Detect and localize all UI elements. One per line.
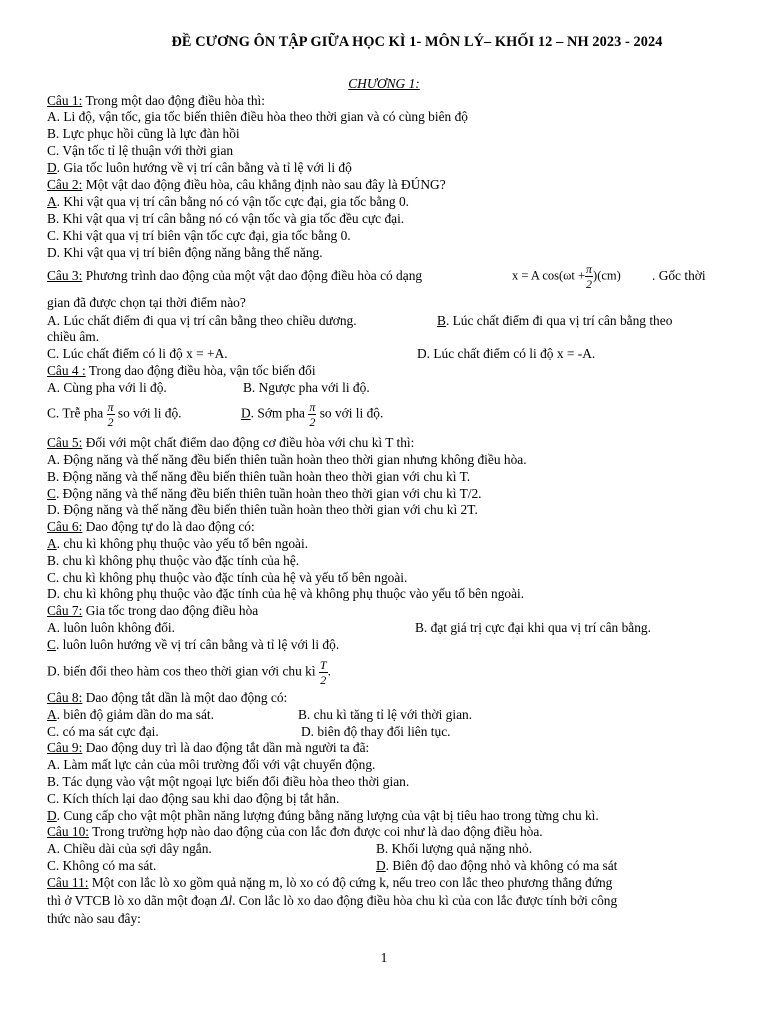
question-4 (47, 363, 316, 379)
question-stem: thì ở VTCB lò xo dãn một đoạn (47, 893, 221, 908)
equation-right: )(cm) (593, 268, 621, 283)
option-c: C. Khi vật qua vị trí biên vận tốc cực đại, gia tốc bằng 0. (47, 228, 351, 243)
question-label: Câu 6: (47, 519, 83, 534)
option-b: B. Lực phục hồi cũng là lực đàn hồi (47, 126, 240, 141)
page-number: 1 (380, 950, 388, 965)
option-a: A. Lúc chất điểm đi qua vị trí cân bằng theo chiều dương. (47, 313, 357, 328)
option-a: A. Cùng pha với li độ. (47, 380, 167, 395)
option-text: D. biến đổi theo hàm cos theo thời gian với chu kì (47, 663, 319, 679)
question-stem-line: thức nào sau đây: (47, 911, 141, 926)
equation-left: x = A cos(ωt + (512, 268, 586, 283)
option-d: D. Khi vật qua vị trí biên động năng bằng thế năng. (47, 245, 323, 260)
option-text: . (327, 663, 331, 679)
option-d (376, 858, 617, 874)
option-d: D. Lúc chất điểm có li độ x = -A. (417, 346, 596, 361)
answer-letter: B (437, 313, 446, 328)
option-b-cont: chiều âm. (47, 329, 100, 344)
question-stem: Trong trường hợp nào dao động của con lắc đơn được coi như là dao động điều hòa. (89, 824, 543, 839)
option-c: C. chu kì không phụ thuộc vào đặc tính của hệ và yếu tố bên ngoài. (47, 570, 408, 585)
answer-letter: A (47, 194, 57, 209)
fraction (107, 400, 115, 429)
question-stem-cont: . Gốc thời (652, 268, 706, 283)
option-text: . biên độ giảm dần do ma sát. (56, 707, 214, 722)
question-9 (47, 740, 369, 756)
option-b (437, 313, 672, 329)
option-a: A. Động năng và thế năng đều biến thiên tuần hoàn theo thời gian nhưng không điều hòa. (47, 452, 527, 467)
option-text: . chu kì không phụ thuộc vào yếu tố bên ngoài. (56, 536, 309, 551)
numerator: π (586, 262, 593, 276)
option-text: . Gia tốc luôn hướng về vị trí cân bằng và tỉ lệ với li độ (56, 160, 352, 175)
option-a: A. Chiều dài của sợi dây ngắn. (47, 841, 212, 856)
question-stem: Trong dao động điều hòa, vận tốc biến đổi (85, 363, 316, 378)
option-c: C. Kích thích lại dao động sau khi dao động bị tắt hẳn. (47, 791, 340, 806)
question-stem: Trong một dao động điều hòa thì: (82, 93, 265, 108)
answer-letter: A (47, 536, 57, 551)
option-c: C. Không có ma sát. (47, 858, 157, 873)
option-b: B. đạt giá trị cực đại khi qua vị trí cân bằng. (415, 620, 651, 635)
option-b: B. Khi vật qua vị trí cân bằng nó có vận tốc và gia tốc đều cực đại. (47, 211, 405, 226)
numerator: π (309, 400, 316, 414)
answer-letter: C (47, 486, 56, 501)
option-text: . Lúc chất điểm đi qua vị trí cân bằng theo (445, 313, 673, 328)
question-1 (47, 93, 265, 109)
option-a (47, 707, 214, 723)
question-3 (47, 268, 422, 284)
delta-symbol: Δl (220, 893, 233, 908)
option-c: C. có ma sát cực đại. (47, 724, 159, 739)
option-a (47, 536, 308, 552)
question-stem: Dao động tắt dần là một dao động có: (82, 690, 288, 705)
question-stem: Đối với một chất điểm dao động cơ điều hòa với chu kì T thì: (82, 435, 415, 450)
fraction (585, 262, 593, 291)
option-a: A. Làm mất lực cản của môi trường đối với vật chuyển động. (47, 757, 376, 772)
option-b: B. Khối lượng quả nặng nhỏ. (376, 841, 533, 856)
question-stem-line (47, 893, 617, 909)
option-c: C. Lúc chất điểm có li độ x = +A. (47, 346, 228, 361)
option-c: C. Vận tốc tỉ lệ thuận với thời gian (47, 143, 234, 158)
question-stem: Dao động tự do là dao động có: (82, 519, 255, 534)
question-label: Câu 9: (47, 740, 83, 755)
question-label: Câu 5: (47, 435, 83, 450)
question-6 (47, 519, 255, 535)
question-stem: Một con lắc lò xo gồm quả nặng m, lò xo có độ cứng k, nếu treo con lắc theo phương thẳng đứng (88, 875, 613, 890)
denominator: 2 (586, 277, 593, 291)
question-8 (47, 690, 287, 706)
option-text: . Cung cấp cho vật một phần năng lượng đúng bằng năng lượng của vật bị tiêu hao trong từng chu kì. (56, 808, 599, 823)
question-11 (47, 875, 612, 891)
question-stem: Phương trình dao động của một vật dao động điều hòa có dạng (82, 268, 423, 283)
answer-letter: D (47, 160, 57, 175)
option-c (47, 637, 339, 653)
denominator: 2 (320, 673, 327, 687)
denominator: 2 (309, 415, 316, 429)
answer-letter: C (47, 637, 56, 652)
option-d (47, 808, 599, 824)
equation (512, 262, 621, 291)
question-7 (47, 603, 258, 619)
question-10 (47, 824, 543, 840)
question-5 (47, 435, 414, 451)
option-b: B. Tác dụng vào vật một ngoại lực biến đổi điều hòa theo thời gian. (47, 774, 410, 789)
answer-letter: D (241, 405, 251, 421)
answer-letter: D (47, 808, 57, 823)
question-label: Câu 10: (47, 824, 90, 839)
option-text: . Sớm pha (250, 405, 309, 421)
option-text: . Động năng và thế năng đều biến thiên tuần hoàn theo thời gian với chu kì T/2. (55, 486, 482, 501)
question-stem: Gia tốc trong dao động điều hòa (82, 603, 259, 618)
option-d (47, 658, 331, 687)
option-d (241, 400, 383, 429)
option-a (47, 194, 409, 210)
option-text: so với li độ. (316, 405, 384, 421)
option-b: B. chu kì tăng tỉ lệ với thời gian. (298, 707, 473, 722)
question-label: Câu 1: (47, 93, 83, 108)
option-d: D. chu kì không phụ thuộc vào đặc tính của hệ và không phụ thuộc vào yếu tố bên ngoài. (47, 586, 525, 601)
question-stem: . Con lắc lò xo dao động điều hòa chu kì của con lắc được tính bởi công (232, 893, 618, 908)
question-stem-line: gian đã được chọn tại thời điểm nào? (47, 295, 246, 310)
question-label: Câu 7: (47, 603, 83, 618)
answer-letter: D (376, 858, 386, 873)
question-label: Câu 2: (47, 177, 83, 192)
question-label: Câu 3: (47, 268, 83, 283)
denominator: 2 (107, 415, 114, 429)
option-b: B. Ngược pha với li độ. (243, 380, 370, 395)
option-a: A. Li độ, vận tốc, gia tốc biến thiên điều hòa theo thời gian và có cùng biên độ (47, 109, 468, 124)
option-text: . Khi vật qua vị trí cân bằng nó có vận tốc cực đại, gia tốc bằng 0. (56, 194, 409, 209)
option-a: A. luôn luôn không đổi. (47, 620, 175, 635)
document-title: ĐỀ CƯƠNG ÔN TẬP GIỮA HỌC KÌ 1- MÔN LÝ– KHỐI 12 – NH 2023 - 2024 (171, 34, 663, 50)
numerator: T (319, 658, 327, 672)
question-label: Câu 4 : (47, 363, 86, 378)
chapter-heading: CHƯƠNG 1: (348, 76, 420, 91)
question-label: Câu 11: (47, 875, 89, 890)
option-d: D. biên độ thay đổi liên tục. (301, 724, 451, 739)
option-d: D. Động năng và thế năng đều biến thiên tuần hoàn theo thời gian với chu kì 2T. (47, 502, 478, 517)
numerator: π (107, 400, 114, 414)
option-d (47, 160, 352, 176)
question-label: Câu 8: (47, 690, 83, 705)
option-text: C. Trễ pha (47, 405, 107, 421)
option-text: . luôn luôn hướng về vị trí cân bằng và tỉ lệ với li độ. (55, 637, 340, 652)
answer-letter: A (47, 707, 57, 722)
option-b: B. chu kì không phụ thuộc vào đặc tính của hệ. (47, 553, 300, 568)
option-text: . Biên độ dao động nhỏ và không có ma sát (385, 858, 618, 873)
option-text: so với li độ. (114, 405, 182, 421)
question-stem: Dao động duy trì là dao động tắt dần mà người ta đã: (82, 740, 370, 755)
option-c (47, 486, 482, 502)
fraction (319, 658, 328, 687)
option-c (47, 400, 182, 429)
question-stem: Một vật dao động điều hòa, câu khẳng định nào sau đây là ĐÚNG? (82, 177, 446, 192)
question-2 (47, 177, 446, 193)
option-b: B. Động năng và thế năng đều biến thiên tuần hoàn theo thời gian với chu kì T. (47, 469, 471, 484)
